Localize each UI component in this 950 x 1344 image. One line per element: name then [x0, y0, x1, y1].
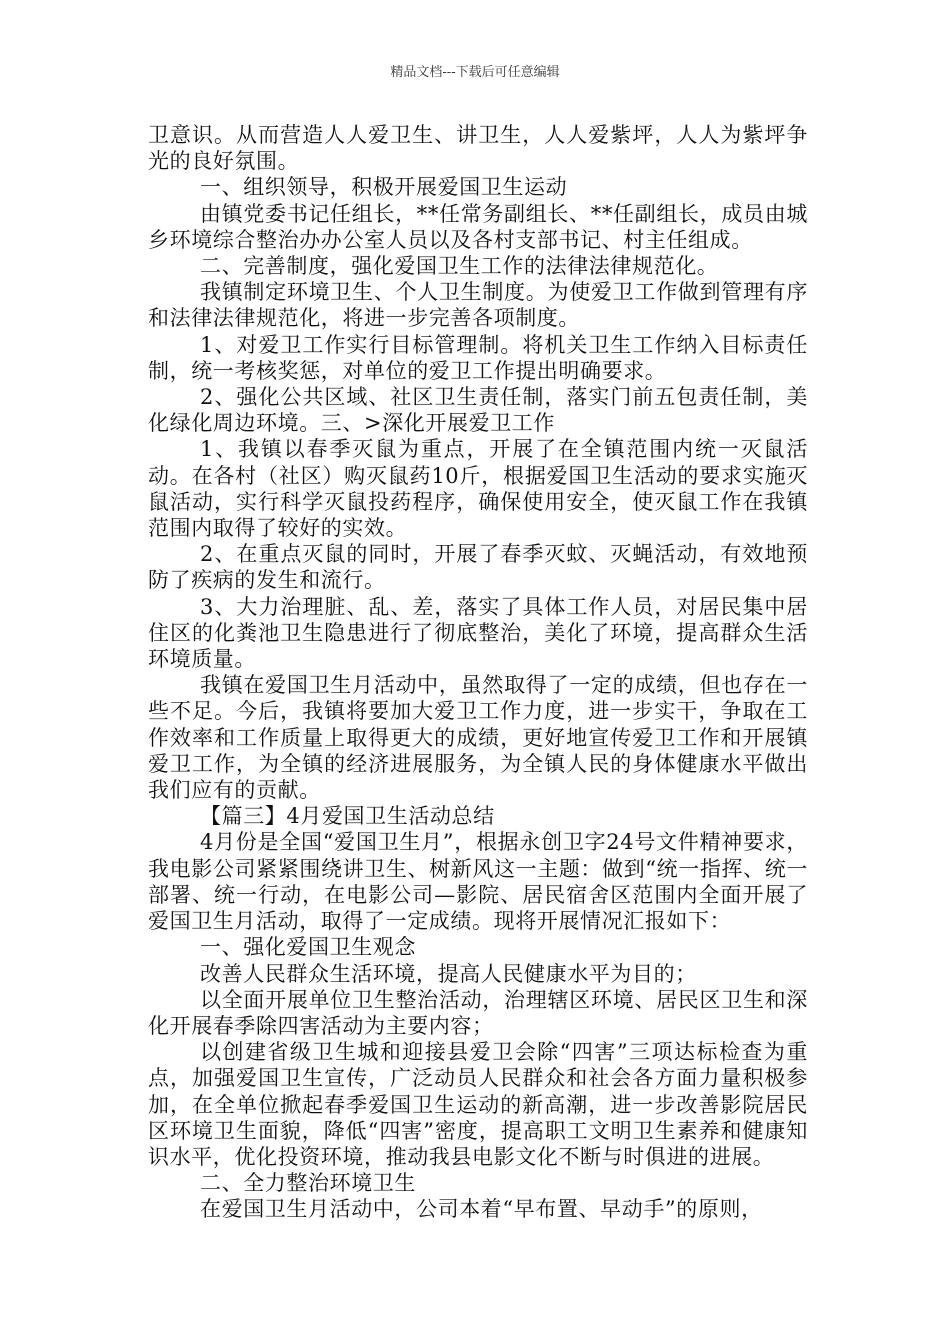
paragraph: 1、我镇以春季灭鼠为重点，开展了在全镇范围内统一灭鼠活动。在各村（社区）购灭鼠药10斤，根据爱国卫生活动的要求实施灭鼠活动，实行科学灭鼠投药程序，确保使用安全，使灭鼠工作在我镇范围内取得了较好的实效。: [148, 437, 808, 541]
document-body: [148, 122, 808, 1223]
paragraph: 由镇党委书记任组长，**任常务副组长、**任副组长，成员由城乡环境综合整治办办公室人员以及各村支部书记、村主任组成。: [148, 201, 808, 252]
paragraph: 1、对爱卫工作实行目标管理制。将机关卫生工作纳入目标责任制，统一考核奖惩，对单位的爱卫工作提出明确要求。: [148, 332, 808, 383]
paragraph: 在爱国卫生月活动中，公司本着“早布置、早动手”的原则，: [200, 1197, 763, 1222]
paragraph: 4月份是全国“爱国卫生月”，根据永创卫字24号文件精神要求，我电影公司紧紧围绕讲卫生、树新风这一主题：做到“统一指挥、统一部署、统一行动，在电影公司—影院、居民宿舍区范围内全面开展了爱国卫生月活动，取得了一定成绩。现将开展情况汇报如下：: [148, 830, 808, 934]
paragraph: 3、大力治理脏、乱、差，落实了具体工作人员，对居民集中居住区的化粪池卫生隐患进行了彻底整治，美化了环境，提高群众生活环境质量。: [148, 594, 808, 672]
paragraph: 改善人民群众生活环境，提高人民健康水平为目的；: [200, 961, 697, 986]
paragraph: 一、组织领导，积极开展爱国卫生运动: [200, 175, 568, 200]
paragraph: 以全面开展单位卫生整治活动，治理辖区环境、居民区卫生和深化开展春季除四害活动为主要内容；: [148, 987, 808, 1038]
paragraph: 2、强化公共区域、社区卫生责任制，落实门前五包责任制，美化绿化周边环境。三、>深化开展爱卫工作: [148, 385, 808, 436]
paragraph: 二、完善制度，强化爱国卫生工作的法律法律规范化。: [200, 254, 719, 279]
paragraph: 2、在重点灭鼠的同时，开展了春季灭蚊、灭蝇活动，有效地预防了疾病的发生和流行。: [148, 542, 808, 593]
page-header: 精品文档---下载后可任意编辑: [390, 65, 560, 80]
paragraph: 卫意识。从而营造人人爱卫生、讲卫生，人人爱紫坪，人人为紫坪争光的良好氛围。: [148, 123, 808, 174]
paragraph: 二、全力整治环境卫生: [200, 1171, 416, 1196]
paragraph: 我镇在爱国卫生月活动中，虽然取得了一定的成绩，但也存在一些不足。今后，我镇将要加大爱卫工作力度，进一步实干，争取在工作效率和工作质量上取得更大的成绩，更好地宣传爱卫工作和开展镇爱卫工作，为全镇的经济进展服务，为全镇人民的身体健康水平做出我们应有的贡献。: [148, 673, 808, 803]
paragraph: 一、强化爱国卫生观念: [200, 935, 416, 960]
paragraph: 以创建省级卫生城和迎接县爱卫会除“四害”三项达标检查为重点，加强爱国卫生宣传，广泛动员人民群众和社会各方面力量积极参加，在全单位掀起春季爱国卫生运动的新高潮，进一步改善影院居民区环境卫生面貌，降低“四害”密度，提高职工文明卫生素养和健康知识水平，优化投资环境，推动我县电影文化不断与时俱进的进展。: [148, 1040, 808, 1169]
paragraph: 【篇三】4月爱国卫生活动总结: [200, 804, 495, 829]
paragraph: 我镇制定环境卫生、个人卫生制度。为使爱卫工作做到管理有序和法律法律规范化，将进一步完善各项制度。: [148, 280, 808, 331]
